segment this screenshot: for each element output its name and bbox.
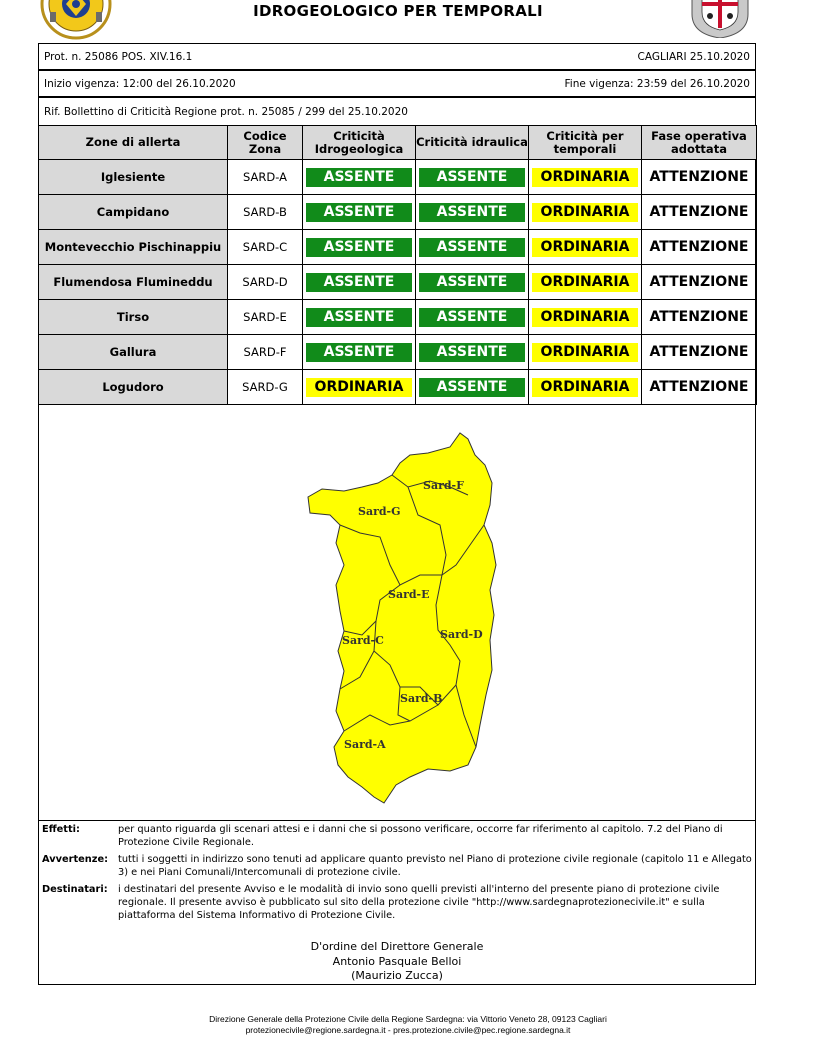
- zone-name: Iglesiente: [39, 160, 228, 195]
- level-badge: ASSENTE: [306, 343, 412, 362]
- protocol-row: [38, 43, 756, 70]
- document-title: IDROGEOLOGICO PER TEMPORALI: [253, 2, 543, 20]
- table-header-row: [39, 126, 757, 160]
- validity-start: Inizio vigenza: 12:00 del 26.10.2020: [44, 77, 236, 90]
- header-fase: Fase operativa adottata: [642, 126, 757, 160]
- idrogeo-cell: [303, 160, 416, 195]
- idraulica-cell: [416, 335, 529, 370]
- idraulica-cell: [416, 370, 529, 405]
- zone-name: Campidano: [39, 195, 228, 230]
- temporali-cell: [529, 300, 642, 335]
- fase-cell: ATTENZIONE: [642, 370, 757, 405]
- level-badge: ORDINARIA: [532, 343, 638, 362]
- table-row: [39, 160, 757, 195]
- zone-name: Gallura: [39, 335, 228, 370]
- level-badge: ASSENTE: [419, 238, 525, 257]
- table-row: [39, 335, 757, 370]
- zone-code: SARD-D: [228, 265, 303, 300]
- temporali-cell: [529, 335, 642, 370]
- fase-cell: ATTENZIONE: [642, 265, 757, 300]
- zone-code: SARD-F: [228, 335, 303, 370]
- idraulica-cell: [416, 300, 529, 335]
- fase-cell: ATTENZIONE: [642, 335, 757, 370]
- note-text: i destinatari del presente Avviso e le modalità di invio sono quelli previsti all'interno del presente piano di protezione civile regionale. Il presente avviso è pubblicato sul sito della protezione civile "http://www.sardegnaprotezionecivile.it" e sulla piattaforma del Sistema Informativo di Protezione Civile.: [118, 884, 720, 921]
- note-avvertenze: [38, 851, 756, 881]
- level-badge: ORDINARIA: [532, 168, 638, 187]
- temporali-cell: [529, 195, 642, 230]
- table-row: [39, 195, 757, 230]
- idrogeo-cell: [303, 370, 416, 405]
- temporali-cell: [529, 230, 642, 265]
- idrogeo-cell: [303, 335, 416, 370]
- map-label-sard-c: Sard-C: [342, 634, 384, 647]
- reference-row: [38, 97, 756, 126]
- signature-line: (Maurizio Zucca): [351, 969, 443, 982]
- bulletin-reference: Rif. Bollettino di Criticità Regione prot. n. 25085 / 299 del 25.10.2020: [44, 105, 408, 118]
- idraulica-cell: [416, 265, 529, 300]
- signature-block: [38, 940, 756, 984]
- temporali-cell: [529, 160, 642, 195]
- note-text: tutti i soggetti in indirizzo sono tenuti ad applicare quanto previsto nel Piano di protezione civile regionale (capitolo 11 e Allegato 3) e nei Piani Comunali/Intercomunali di protezione civile.: [118, 854, 752, 878]
- place-date: CAGLIARI 25.10.2020: [637, 50, 750, 63]
- level-badge: ASSENTE: [306, 168, 412, 187]
- zone-code: SARD-C: [228, 230, 303, 265]
- protocol-number: Prot. n. 25086 POS. XIV.16.1: [44, 50, 193, 63]
- zone-code: SARD-G: [228, 370, 303, 405]
- map-label-sard-a: Sard-A: [344, 738, 386, 751]
- zone-name: Tirso: [39, 300, 228, 335]
- table-row: [39, 370, 757, 405]
- fase-cell: ATTENZIONE: [642, 300, 757, 335]
- regione-sardegna-crest: [688, 0, 752, 38]
- map-label-sard-b: Sard-B: [400, 692, 443, 705]
- fase-cell: ATTENZIONE: [642, 195, 757, 230]
- temporali-cell: [529, 370, 642, 405]
- footer-emails: protezionecivile@regione.sardegna.it - pres.protezione.civile@pec.regione.sardegna.it: [245, 1025, 571, 1035]
- zone-code: SARD-B: [228, 195, 303, 230]
- header-idrogeo: Criticità Idrogeologica: [303, 126, 416, 160]
- signature-line: Antonio Pasquale Belloi: [332, 954, 462, 968]
- zone-code: SARD-A: [228, 160, 303, 195]
- note-text: per quanto riguarda gli scenari attesi e i danni che si possono verificare, occorre far riferimento al capitolo. 7.2 del Piano di Protezione Civile Regionale.: [118, 824, 723, 848]
- note-label: Avvertenze:: [42, 854, 109, 865]
- idrogeo-cell: [303, 195, 416, 230]
- protezione-civile-logo: [40, 0, 112, 42]
- map-label-sard-g: Sard-G: [358, 505, 401, 518]
- header-code: Codice Zona: [228, 126, 303, 160]
- zone-name: Montevecchio Pischinappiu: [39, 230, 228, 265]
- idraulica-cell: [416, 195, 529, 230]
- level-badge: ASSENTE: [419, 308, 525, 327]
- zone-name: Flumendosa Flumineddu: [39, 265, 228, 300]
- note-destinatari: [38, 881, 756, 924]
- signature-line: D'ordine del Direttore Generale: [310, 940, 484, 953]
- fase-cell: ATTENZIONE: [642, 230, 757, 265]
- level-badge: ORDINARIA: [532, 308, 638, 327]
- level-badge: ORDINARIA: [532, 203, 638, 222]
- level-badge: ASSENTE: [306, 273, 412, 292]
- table-row: [39, 265, 757, 300]
- level-badge: ASSENTE: [419, 343, 525, 362]
- level-badge: ORDINARIA: [532, 238, 638, 257]
- header-temporali: Criticità per temporali: [529, 126, 642, 160]
- idrogeo-cell: [303, 265, 416, 300]
- level-badge: ASSENTE: [306, 238, 412, 257]
- footer-address: Direzione Generale della Protezione Civile della Regione Sardegna: via Vittorio Veneto 28, 09123 Cagliari: [209, 1014, 607, 1024]
- table-row: [39, 300, 757, 335]
- idrogeo-cell: [303, 300, 416, 335]
- notes-section: [38, 820, 756, 924]
- level-badge: ASSENTE: [419, 273, 525, 292]
- zone-code: SARD-E: [228, 300, 303, 335]
- level-badge: ORDINARIA: [306, 378, 412, 397]
- sardinia-alert-map: [300, 425, 510, 810]
- map-label-sard-d: Sard-D: [440, 628, 483, 641]
- level-badge: ASSENTE: [419, 168, 525, 187]
- sardinia-island-shape: [308, 433, 496, 803]
- note-effetti: [38, 821, 756, 851]
- zone-name: Logudoro: [39, 370, 228, 405]
- validity-row: [38, 70, 756, 97]
- level-badge: ASSENTE: [419, 378, 525, 397]
- map-label-sard-e: Sard-E: [388, 588, 430, 601]
- level-badge: ASSENTE: [306, 203, 412, 222]
- fase-cell: ATTENZIONE: [642, 160, 757, 195]
- idraulica-cell: [416, 160, 529, 195]
- table-row: [39, 230, 757, 265]
- page-footer: [0, 1014, 816, 1036]
- note-label: Effetti:: [42, 824, 80, 835]
- alert-zones-table: [38, 125, 757, 405]
- header-idraulica: Criticità idraulica: [416, 126, 529, 160]
- level-badge: ASSENTE: [419, 203, 525, 222]
- level-badge: ORDINARIA: [532, 273, 638, 292]
- header-zone: Zone di allerta: [39, 126, 228, 160]
- idrogeo-cell: [303, 230, 416, 265]
- level-badge: ORDINARIA: [532, 378, 638, 397]
- note-label: Destinatari:: [42, 884, 108, 895]
- validity-end: Fine vigenza: 23:59 del 26.10.2020: [564, 77, 750, 90]
- map-label-sard-f: Sard-F: [423, 479, 464, 492]
- temporali-cell: [529, 265, 642, 300]
- level-badge: ASSENTE: [306, 308, 412, 327]
- idraulica-cell: [416, 230, 529, 265]
